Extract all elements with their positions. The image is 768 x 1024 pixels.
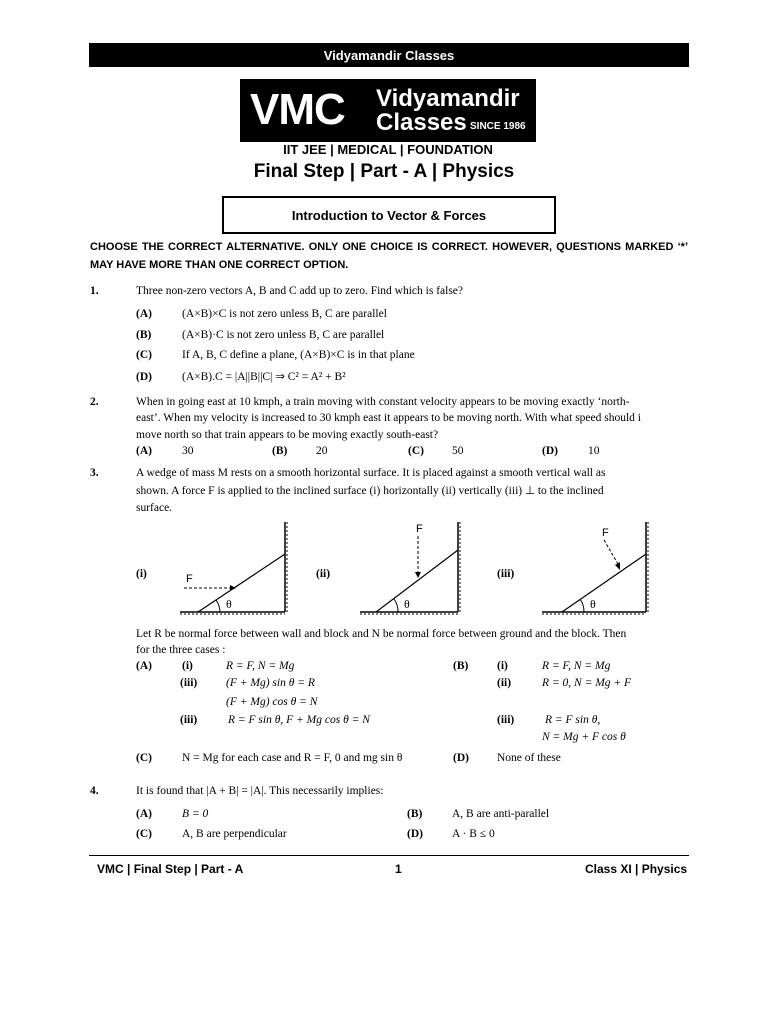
topic-title: Introduction to Vector & Forces [291,207,487,223]
q2-opt-c-label: (C) [408,445,424,457]
logo-since: SINCE 1986 [470,121,526,132]
fig3-label: (iii) [497,568,515,580]
logo-mark: VMC [250,85,345,134]
q4-opt-d: A · B ≤ 0 [452,828,495,840]
q2-line2: east’. When my velocity is increased to 30 kmph east it appears to be moving north. With what speed should i [136,412,642,424]
footer-divider [89,855,689,856]
q3-opt-c: N = Mg for each case and R = F, 0 and mg sin θ [182,752,403,764]
fig2-angle-label: θ [404,597,410,611]
q3-opt-d-label: (D) [453,752,469,764]
fig3-force-label: F [602,527,609,539]
q3-opt-a-sub2: (F + Mg) sin θ = R [226,677,315,689]
fig1-force-label: F [186,573,193,585]
q1-opt-a: (A×B)×C is not zero unless B, C are parallel [182,308,387,320]
topic-box [222,196,556,234]
fig3-angle-label: θ [590,597,596,611]
logo-line2: Classes [376,109,467,136]
instructions: CHOOSE THE CORRECT ALTERNATIVE. ONLY ONE CHOICE IS CORRECT. HOWEVER, QUESTIONS MARKED ‘*’ MAY HAVE MORE THAN ONE CORRECT OPTION. [90,241,688,271]
q3-after2: for the three cases : [136,644,226,656]
wedge-figure-2 [358,520,468,615]
q2-opt-b-label: (B) [272,445,288,457]
q2-opt-d: 10 [588,445,600,457]
q1-opt-d: (A×B).C = |A||B||C| ⇒ C² = A² + B² [182,371,346,383]
fig1-label: (i) [136,568,147,580]
q2-opt-b: 20 [316,445,328,457]
q1-opt-c: If A, B, C define a plane, (A×B)×C is in that plane [182,349,415,361]
q4-opt-c: A, B are perpendicular [182,828,287,840]
q3-opt-a-sub4-label: (iii) [180,714,198,726]
q4-opt-b: A, B are anti-parallel [452,808,550,820]
q1-opt-b-label: (B) [136,329,152,341]
q3-opt-b-sub3: R = F sin θ, [545,714,601,726]
header-title: Vidyamandir Classes [323,47,455,63]
q4-text: It is found that |A + B| = |A|. This necessarily implies: [136,785,384,797]
q4-opt-a-label: (A) [136,808,152,820]
q3-opt-a-sub3: (F + Mg) cos θ = N [226,696,318,708]
q3-opt-b-sub1-label: (i) [497,660,508,672]
q1-opt-b: (A×B)·C is not zero unless B, C are parallel [182,329,385,341]
q3-opt-c-label: (C) [136,752,152,764]
q3-opt-b-sub2: R = 0, N = Mg + F [542,677,632,689]
q4-opt-c-label: (C) [136,828,152,840]
fig1-angle-label: θ [226,597,232,611]
q2-line1: When in going east at 10 kmph, a train moving with constant velocity appears to be moving exactly ‘north- [136,396,630,408]
q3-opt-a-sub4: R = F sin θ, F + Mg cos θ = N [228,714,370,726]
q3-number: 3. [90,467,99,479]
q2-number: 2. [90,396,99,408]
fig2-force-label: F [416,523,423,535]
header-bar [89,43,689,67]
q4-opt-a: B = 0 [182,808,209,820]
q3-opt-b-sub3-label: (iii) [497,714,515,726]
q3-opt-a-label: (A) [136,660,152,672]
q3-opt-b-sub1: R = F, N = Mg [542,660,611,672]
page-title: Final Step | Part - A | Physics [253,161,515,182]
q2-opt-a-label: (A) [136,445,152,457]
footer-left: VMC | Final Step | Part - A [97,862,244,876]
q2-opt-c: 50 [452,445,464,457]
q4-number: 4. [90,785,99,797]
q3-line2: shown. A force F is applied to the inclined surface (i) horizontally (ii) vertically (iii) ⊥ to the inclined [136,485,604,497]
q3-line1: A wedge of mass M rests on a smooth horizontal surface. It is placed against a smooth vertical wall as [136,467,606,479]
q2-line3: move north so that train appears to be moving exactly south-east? [136,429,439,441]
fig2-label: (ii) [316,568,331,580]
q1-opt-d-label: (D) [136,371,152,383]
q4-opt-b-label: (B) [407,808,423,820]
footer-right: Class XI | Physics [585,862,688,876]
q1-text: Three non-zero vectors A, B and C add up to zero. Find which is false? [136,285,464,297]
vmc-logo [240,79,536,142]
q3-opt-b-label: (B) [453,660,469,672]
q3-opt-a-sub2-label: (iii) [180,677,198,689]
wedge-figure-3 [540,520,655,615]
q1-opt-a-label: (A) [136,308,152,320]
q3-opt-d: None of these [497,752,561,764]
q3-opt-a-sub1: R = F, N = Mg [226,660,295,672]
q2-opt-a: 30 [182,445,194,457]
q1-number: 1. [90,285,99,297]
q3-line3: surface. [136,502,173,514]
q2-opt-d-label: (D) [542,445,558,457]
wedge-figure-1 [178,520,293,615]
q3-opt-b-sub4: N = Mg + F cos θ [542,731,626,743]
q3-opt-a-sub1-label: (i) [182,660,193,672]
logo-line1: Vidyamandir [376,85,520,112]
q3-opt-b-sub2-label: (ii) [497,677,512,689]
q4-opt-d-label: (D) [407,828,423,840]
q3-after1: Let R be normal force between wall and block and N be normal force between ground and the block. Then [136,628,627,640]
tagline: IIT JEE | MEDICAL | FOUNDATION [283,142,493,157]
footer-page-number: 1 [395,862,402,876]
q1-opt-c-label: (C) [136,349,152,361]
